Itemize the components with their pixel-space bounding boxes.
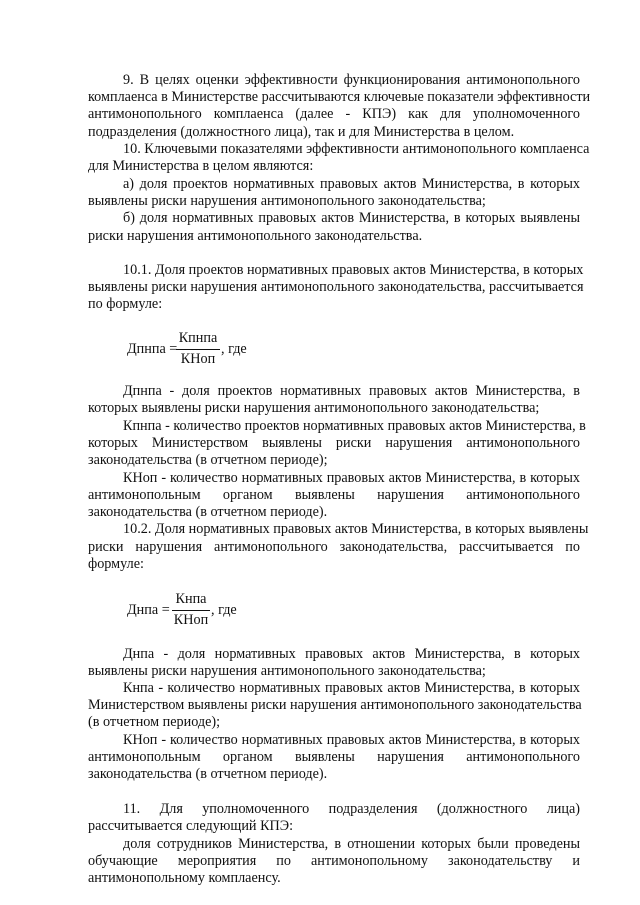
text-line: доля сотрудников Министерства, в отношении которых были проведены [123,836,580,852]
text-line: выявлены риски нарушения антимонопольного законодательства; [88,663,486,679]
formula-lhs: Днпа = [127,602,170,618]
formula-numerator: Кпнпа [178,330,218,346]
text-line: выявлены риски нарушения антимонопольного законодательства, рассчитывается [88,279,584,295]
text-line: законодательства (в отчетном периоде). [88,766,328,782]
text-line: 10. Ключевыми показателями эффективности антимонопольного комплаенса [123,141,590,157]
text-line: антимонопольным органом выявлены нарушения антимонопольного [88,749,580,765]
fraction-bar [176,349,220,350]
text-line: Кнпа - количество нормативных правовых актов Министерства, в которых [123,680,580,696]
text-line: антимонопольного комплаенса (далее - КПЭ) как для уполномоченного [88,106,580,122]
text-line: которых выявлены риски нарушения антимонопольного законодательства; [88,400,540,416]
formula-tail: , где [221,341,247,357]
formula-denominator: КНоп [180,351,216,367]
text-line: Днпа - доля нормативных правовых актов Министерства, в которых [123,646,580,662]
text-line: 11. Для уполномоченного подразделения (должностного лица) [123,801,580,817]
text-line: Кпнпа - количество проектов нормативных правовых актов Министерства, в [123,418,586,434]
text-line: 10.2. Доля нормативных правовых актов Министерства, в которых выявлены [123,521,589,537]
text-line: КНоп - количество нормативных правовых актов Министерства, в которых [123,732,580,748]
text-line: законодательства (в отчетном периоде); [88,452,328,468]
text-line: антимонопольным органом выявлены нарушения антимонопольного [88,487,580,503]
text-line: антимонопольному комплаенсу. [88,870,281,886]
text-line: 9. В целях оценки эффективности функционирования антимонопольного [123,72,580,88]
text-line: риски нарушения антимонопольного законодательства. [88,228,423,244]
text-line: Дпнпа - доля проектов нормативных правовых актов Министерства, в [123,383,580,399]
text-line: (в отчетном периоде); [88,714,221,730]
text-line: законодательства (в отчетном периоде). [88,504,328,520]
text-line: выявлены риски нарушения антимонопольного законодательства; [88,193,486,209]
text-line: КНоп - количество нормативных правовых актов Министерства, в которых [123,470,580,486]
text-line: обучающие мероприятия по антимонопольному законодательству и [88,853,580,869]
text-line: 10.1. Доля проектов нормативных правовых актов Министерства, в которых [123,262,584,278]
formula-numerator: Кнпа [175,591,207,607]
text-line: подразделения (должностного лица), так и для Министерства в целом. [88,124,515,140]
fraction-bar [172,610,210,611]
text-line: Министерством выявлены риски нарушения антимонопольного законодательства [88,697,582,713]
text-line: а) доля проектов нормативных правовых актов Министерства, в которых [123,176,580,192]
text-line: б) доля нормативных правовых актов Министерства, в которых выявлены [123,210,580,226]
formula-denominator: КНоп [173,612,209,628]
text-line: по формуле: [88,296,163,312]
formula-lhs: Дпнпа = [127,341,178,357]
text-line: формуле: [88,556,144,572]
text-line: для Министерства в целом являются: [88,158,314,174]
text-line: рассчитывается следующий КПЭ: [88,818,294,834]
formula-tail: , где [211,602,237,618]
formula-dnpa [127,589,257,633]
text-line: которых Министерством выявлены риски нарушения антимонопольного [88,435,580,451]
formula-dpnpa [127,327,257,371]
text-line: комплаенса в Министерстве рассчитываются ключевые показатели эффективности [88,89,591,105]
text-line: риски нарушения антимонопольного законодательства, рассчитывается по [88,539,580,555]
